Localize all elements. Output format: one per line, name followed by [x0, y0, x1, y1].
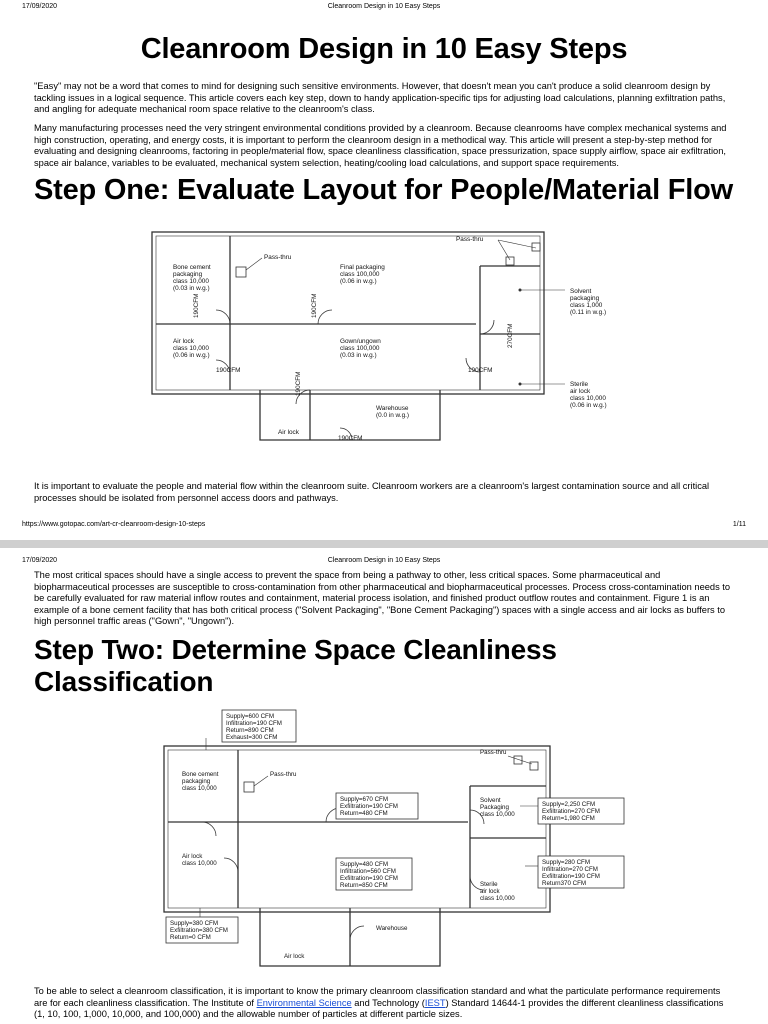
- fig1-airlock-3: (0.06 in w.g.): [173, 352, 210, 359]
- fig2-box-ct-3: Return=480 CFM: [340, 810, 388, 817]
- fig2-box-cb-1: Supply=480 CFM: [340, 861, 388, 868]
- fig2-airlock-1: Air lock: [182, 853, 203, 860]
- fig1-pass-thru-right: Pass-thru: [456, 236, 484, 243]
- document-page-2: [0, 548, 768, 1024]
- fig1-sterile-3: class 10,000: [570, 395, 606, 402]
- fig1-solvent-3: class 1,000: [570, 302, 603, 309]
- footer-page-number: 1/11: [732, 521, 746, 528]
- fig2-bone-1: Bone cement: [182, 771, 219, 778]
- fig2-solvent-3: class 10,000: [480, 811, 515, 818]
- fig2-box-top-3: Return=890 CFM: [226, 727, 274, 734]
- fig2-bone-3: class 10,000: [182, 785, 217, 792]
- fig1-sterile-2: air lock: [570, 388, 591, 395]
- fig1-gown-2: class 100,000: [340, 345, 380, 352]
- fig1-airlock-1: Air lock: [173, 338, 194, 345]
- fig1-final-pack-1: Final packaging: [340, 264, 385, 271]
- fig1-pass-thru-left: Pass-thru: [264, 254, 292, 261]
- fig2-box-cb-2: Infiltration=560 CFM: [340, 868, 396, 875]
- step-one-paragraph: It is important to evaluate the people and material flow within the cleanroom suite. Cleanroom workers are a cleanroom's largest contamination source and all critical processes should be isolated from personnel access doors and pathways.: [34, 481, 710, 503]
- fig1-warehouse-2: (0.0 in w.g.): [376, 412, 410, 419]
- fig1-cfm-c: 190CFM: [338, 435, 363, 442]
- fig1-solvent-4: (0.11 in w.g.): [570, 309, 607, 316]
- fig1-bone-cement-1: Bone cement: [173, 264, 211, 271]
- page-separator: [0, 540, 768, 548]
- fig2-box-rt-2: Exfiltration=270 CFM: [542, 808, 600, 815]
- fig2-bone-2: packaging: [182, 778, 211, 785]
- fig2-box-rt-1: Supply=2,250 CFM: [542, 801, 596, 808]
- fig2-box-rb-2: Infiltration=270 CFM: [542, 866, 598, 873]
- fig2-box-rb-4: Return370 CFM: [542, 880, 587, 887]
- header-title: Cleanroom Design in 10 Easy Steps: [327, 557, 441, 564]
- fig2-box-top-1: Supply=600 CFM: [226, 713, 274, 720]
- fig2-box-top-2: Infiltration=190 CFM: [226, 720, 282, 727]
- fig2-box-rb-1: Supply=280 CFM: [542, 859, 590, 866]
- page-header: [0, 554, 768, 566]
- fig1-solvent-2: packaging: [570, 295, 600, 302]
- figure-1-floor-plan: [140, 226, 607, 454]
- fig2-warehouse: Warehouse: [376, 925, 408, 932]
- fig1-cfm-e: 190CFM: [311, 293, 318, 318]
- footer-url: https://www.gotopac.com/art-cr-cleanroom-design-10-steps: [22, 521, 206, 528]
- fig2-box-rt-3: Return=1,980 CFM: [542, 815, 595, 822]
- fig1-final-pack-2: class 100,000: [340, 271, 380, 278]
- fig2-box-cb-3: Exfiltration=190 CFM: [340, 875, 398, 882]
- iest-link[interactable]: IEST: [424, 997, 446, 1008]
- step-two-heading-line-1: Step Two: Determine Space Cleanliness: [34, 634, 557, 665]
- fig1-cfm-d: 190CFM: [193, 293, 200, 318]
- fig2-sterile-3: class 10,000: [480, 895, 515, 902]
- step-one-heading: Step One: Evaluate Layout for People/Material Flow: [34, 174, 734, 206]
- fig1-warehouse-1: Warehouse: [376, 405, 409, 412]
- step-two-text-b: and Technology (: [351, 997, 425, 1008]
- figure-2-floor-plan: [140, 710, 640, 972]
- fig2-box-lb-2: Exfiltration=380 CFM: [170, 927, 228, 934]
- header-date: 17/09/2020: [22, 3, 58, 10]
- fig1-airlock-bottom: Air lock: [278, 429, 299, 436]
- fig2-box-rb-3: Exfiltration=190 CFM: [542, 873, 600, 880]
- fig2-airlock-2: class 10,000: [182, 860, 217, 867]
- intro-paragraph-1: "Easy" may not be a word that comes to mind for designing such sensitive environments. However, that doesn't mean you can't produce a solid cleanroom design by tackling issues in a logical sequence. This article covers each key step, down to handy application-specific tips for adjusting load calculations, planning exfiltration paths, and angling for adequate mechanical room space relative to the cleanroom's class.: [34, 81, 726, 114]
- page2-paragraph: The most critical spaces should have a single access to prevent the space from being a pathway to other, less critical spaces. Some pharmaceutical and biopharmaceutical processes are susceptible to cross-contamination from other pharmaceutical and biopharmaceutical processes. Process cross-contamination needs to be carefully evaluated for raw material inflow routes and containment, material process isolation, and finished product outflow routes and containment. Figure 1 is an example of a bone cement facility that has both critical process ("Solvent Packaging", "Bone Cement Packaging") spaces with a single access and air locks as buffers to high personnel traffic areas ("Gown", "Ungown").: [34, 570, 731, 626]
- fig1-cfm-270: 270CFM: [507, 323, 514, 348]
- step-two-text-c: ) Standard 14644-1 provides the different cleanliness classifications (1, 10, 100, 1,000, 10,000, and 100,000) and the allowable number of particles at different particle sizes.: [34, 997, 724, 1019]
- step-two-heading-line-2: Classification: [34, 666, 214, 697]
- fig2-box-ct-2: Exfiltration=190 CFM: [340, 803, 398, 810]
- header-date: 17/09/2020: [22, 557, 58, 564]
- fig2-box-cb-4: Return=850 CFM: [340, 882, 388, 889]
- fig1-cfm-b: 190CFM: [468, 367, 493, 374]
- fig1-bone-cement-2: packaging: [173, 271, 203, 278]
- fig2-sterile-1: Sterile: [480, 881, 498, 888]
- fig2-box-lb-3: Return=0 CFM: [170, 934, 211, 941]
- fig2-box-top-4: Exhaust=300 CFM: [226, 734, 278, 741]
- fig1-sterile-4: (0.06 in w.g.): [570, 402, 607, 409]
- fig1-solvent-1: Solvent: [570, 288, 592, 295]
- step-two-paragraph: [34, 986, 736, 1021]
- fig2-box-ct-1: Supply=670 CFM: [340, 796, 388, 803]
- fig2-airlock-bottom: Air lock: [284, 953, 305, 960]
- environmental-science-link[interactable]: Environmental Science: [256, 997, 352, 1008]
- fig1-gown-1: Gown/ungown: [340, 338, 381, 345]
- page-header: [0, 0, 768, 12]
- fig1-sterile-1: Sterile: [570, 381, 589, 388]
- header-title: Cleanroom Design in 10 Easy Steps: [327, 3, 441, 10]
- fig1-final-pack-3: (0.06 in w.g.): [340, 278, 377, 285]
- intro-paragraph-2: Many manufacturing processes need the very stringent environmental conditions provided by a cleanroom. Because cleanrooms have complex mechanical systems and high construction, operating, and energy costs, it is important to perform the cleanroom design in a methodical way. This article will present a step-by-step method for evaluating and designing cleanrooms, factoring in people/material flow, space cleanliness classification, space pressurization, space supply airflow, space air exfiltration, space air balance, variables to be evaluated, mechanical system selection, heating/cooling load calculations, and support space requirements.: [34, 123, 727, 168]
- fig2-box-lb-1: Supply=380 CFM: [170, 920, 218, 927]
- fig1-cfm-f: 190CFM: [295, 371, 302, 396]
- fig1-bone-cement-4: (0.03 in w.g.): [173, 285, 210, 292]
- fig2-solvent-1: Solvent: [480, 797, 501, 804]
- fig1-airlock-2: class 10,000: [173, 345, 209, 352]
- fig1-gown-3: (0.03 in w.g.): [340, 352, 377, 359]
- fig1-bone-cement-3: class 10,000: [173, 278, 209, 285]
- article-title: Cleanroom Design in 10 Easy Steps: [140, 33, 628, 65]
- fig2-pass-thru-left: Pass-thru: [270, 771, 297, 778]
- fig2-pass-thru-right: Pass-thru: [480, 749, 507, 756]
- step-two-text-a: To be able to select a cleanroom classification, it is important to know the primary cleanroom classification standard and what the particulate performance requirements are for each cleanliness classification. The Institute of: [34, 986, 721, 1008]
- fig2-sterile-2: air lock: [480, 888, 500, 895]
- fig1-cfm-a: 190CFM: [216, 367, 241, 374]
- fig2-solvent-2: Packaging: [480, 804, 509, 811]
